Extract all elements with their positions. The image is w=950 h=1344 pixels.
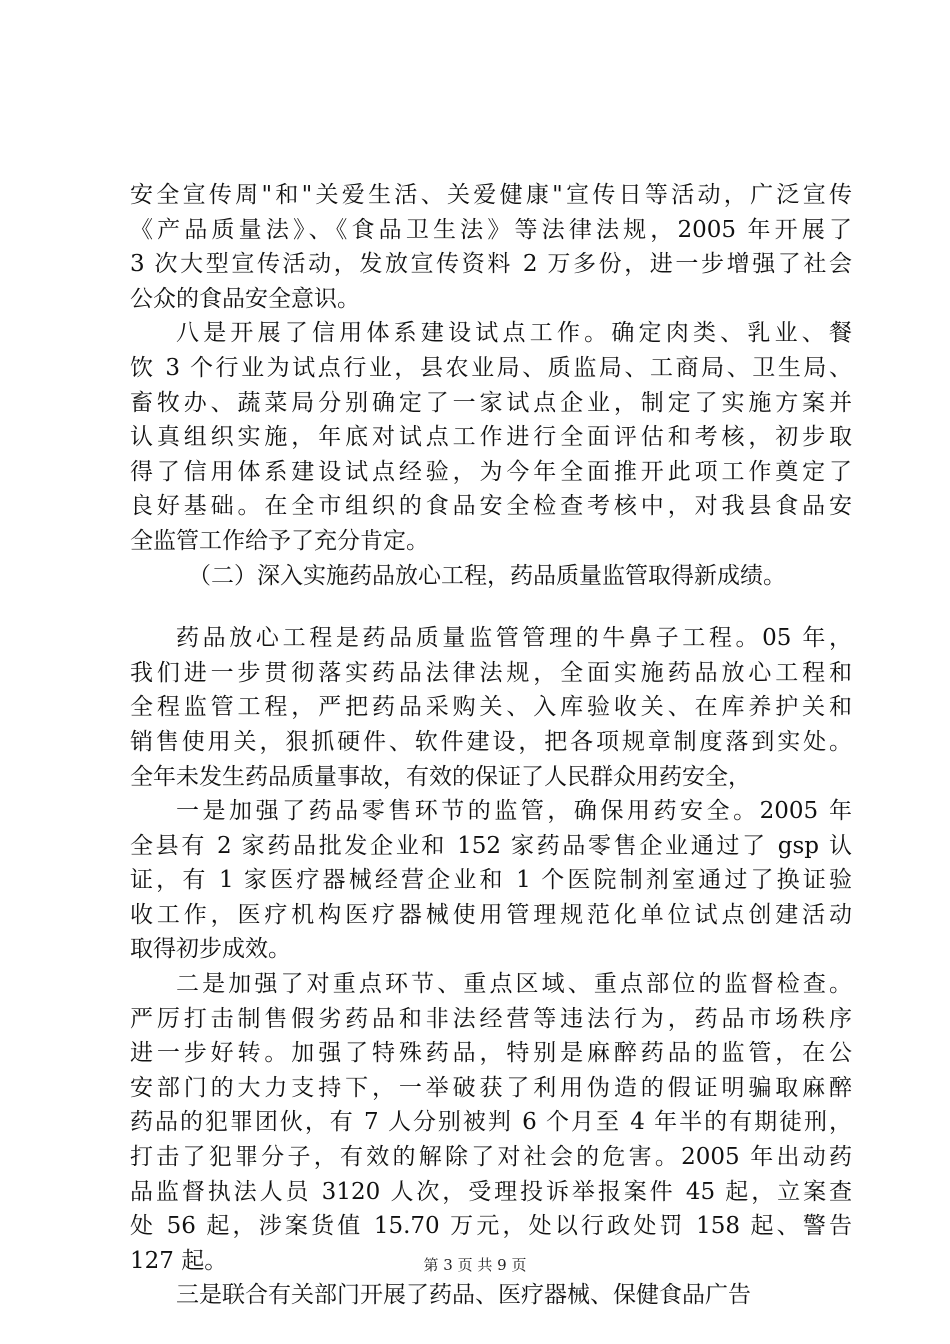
text-line: 全县有 2 家药品批发企业和 152 家药品零售企业通过了 gsp 认 (130, 832, 852, 859)
text-line: 畜牧办、蔬菜局分别确定了一家试点企业，制定了实施方案并 (130, 389, 852, 416)
text-line: 饮 3 个行业为试点行业，县农业局、质监局、工商局、卫生局、 (130, 354, 852, 381)
text-line: 处 56 起，涉案货值 15.70 万元，处以行政处罚 158 起、警告 (130, 1213, 852, 1240)
text-line: 《产品质量法》、《食品卫生法》等法律法规，2005 年开展了 (130, 216, 852, 243)
text-line: 证，有 1 家医疗器械经营企业和 1 个医院制剂室通过了换证验 (130, 867, 852, 894)
text-line: 药品的犯罪团伙，有 7 人分别被判 6 个月至 4 年半的有期徒刑， (130, 1109, 852, 1136)
page-footer (0, 1254, 950, 1275)
text-line: 打击了犯罪分子，有效的解除了对社会的危害。2005 年出动药 (130, 1144, 852, 1171)
text-line: 安全宣传周"和"关爱生活、关爱健康"宣传日等活动，广泛宣传 (130, 182, 852, 208)
text-line: 销售使用关，狠抓硬件、软件建设，把各项规章制度落到实处。 (130, 728, 852, 755)
text-line: 3 次大型宣传活动，发放宣传资料 2 万多份，进一步增强了社会 (130, 251, 852, 278)
text-line: 二是加强了对重点环节、重点区域、重点部位的监督检查。 (176, 971, 852, 998)
section-heading: （二）深入实施药品放心工程，药品质量监管取得新成绩。 (188, 562, 786, 589)
text-line: 严厉打击制售假劣药品和非法经营等违法行为，药品市场秩序 (130, 1005, 852, 1032)
text-line: 取得初步成效。 (130, 936, 291, 963)
text-line: 一是加强了药品零售环节的监管，确保用药安全。2005 年 (176, 798, 852, 825)
body-text (130, 178, 852, 1313)
text-line: 127 起。 (130, 1247, 228, 1274)
page-number: 第 3 页 共 9 页 (423, 1256, 527, 1274)
text-line: 药品放心工程是药品质量监管管理的牛鼻子工程。05 年， (176, 625, 852, 652)
blank-gap (130, 593, 852, 621)
text-line: 全程监管工程，严把药品采购关、入库验收关、在库养护关和 (130, 694, 852, 721)
text-line: 收工作，医疗机构医疗器械使用管理规范化单位试点创建活动 (130, 901, 852, 928)
text-line: 认真组织实施，年底对试点工作进行全面评估和考核，初步取 (130, 424, 852, 451)
text-line: 公众的食品安全意识。 (130, 285, 360, 312)
text-line: 我们进一步贯彻落实药品法律法规，全面实施药品放心工程和 (130, 659, 852, 686)
text-line: 进一步好转。加强了特殊药品，特别是麻醉药品的监管，在公 (130, 1040, 852, 1067)
text-line: 得了信用体系建设试点经验，为今年全面推开此项工作奠定了 (130, 458, 852, 485)
text-line: 三是联合有关部门开展了药品、医疗器械、保健食品广告 (176, 1282, 751, 1309)
text-line: 全年未发生药品质量事故，有效的保证了人民群众用药安全， (130, 763, 751, 790)
text-line: 安部门的大力支持下，一举破获了利用伪造的假证明骗取麻醉 (130, 1074, 852, 1101)
text-line: 品监督执法人员 3120 人次，受理投诉举报案件 45 起，立案查 (130, 1178, 852, 1205)
text-line: 良好基础。在全市组织的食品安全检查考核中，对我县食品安 (130, 493, 852, 520)
text-line: 八是开展了信用体系建设试点工作。确定肉类、乳业、餐 (176, 320, 852, 347)
text-line: 全监管工作给予了充分肯定。 (130, 527, 429, 554)
